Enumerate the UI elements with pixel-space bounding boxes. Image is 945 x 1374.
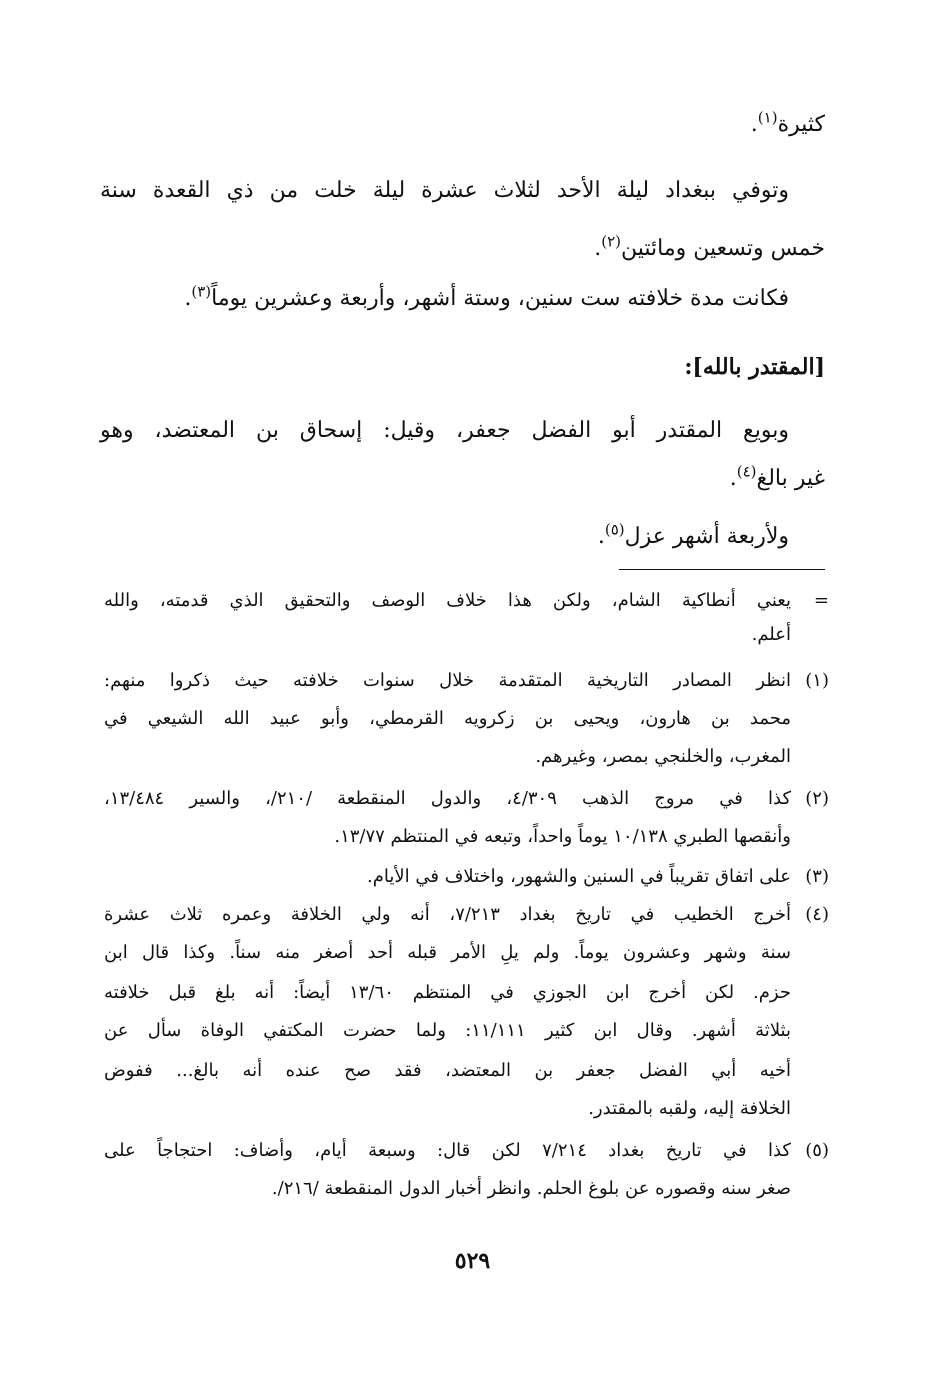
footnote-4-line-3: حزم. لكن أخرج ابن الجوزي في المنتظم ١٣/٦٠ أيضاً: أنه بلغ قبل خلافته (104, 982, 791, 1003)
main-line-6: وبويع المقتدر أبو الفضل جعفر، وقيل: إسحاق بن المعتضد، وهو (100, 418, 789, 443)
footnote-ref-1: (١) (757, 108, 778, 127)
main-line-4 (100, 270, 789, 328)
page-number: ٥٢٩ (454, 1248, 491, 1274)
footnote-4-line-6: الخلافة إليه، ولقبه بالمقتدر. (588, 1098, 791, 1119)
footnote-5-line-1: كذا في تاريخ بغداد ٧/٢١٤ لكن قال: وسبعة أيام، وأضاف: احتجاجاً على (104, 1140, 791, 1161)
main-line-8-end: . (597, 524, 605, 549)
main-line-4-text: فكانت مدة خلافته ست سنين، وستة أشهر، وأربعة وعشرين يوماً (211, 286, 789, 311)
footnote-separator (619, 569, 825, 570)
footnote-1-cont-2 (104, 746, 825, 776)
footnote-ref-4: (٤) (736, 462, 757, 481)
main-line-2: وتوفي ببغداد ليلة الأحد لثلاث عشرة ليلة خلت من ذي القعدة سنة (100, 178, 789, 203)
footnote-continuation-marker: = (813, 590, 829, 611)
footnote-ref-3: (٣) (191, 282, 212, 301)
footnote-1-line-3: المغرب، والخلنجي بمصر، وغيرهم. (535, 746, 791, 767)
footnote-4-line-1: أخرج الخطيب في تاريخ بغداد ٧/٢١٣، أنه ولي الخلافة وعمره ثلاث عشرة (104, 904, 791, 925)
footnote-continuation-2 (104, 624, 825, 654)
main-line-7-end: . (729, 466, 737, 491)
footnote-1-line-1: انظر المصادر التاريخية المتقدمة خلال سنوات خلافته حيث ذكروا منهم: (104, 670, 791, 691)
footnote-5 (104, 1140, 829, 1170)
footnote-3-marker: (٣) (805, 866, 829, 887)
main-line-8-text: ولأربعة أشهر عزل (624, 524, 789, 549)
footnote-4-cont-5 (104, 1098, 825, 1128)
footnote-1 (104, 670, 829, 700)
footnote-4 (104, 904, 829, 934)
footnote-4-line-2: سنة وشهر وعشرون يوماً. ولم يلِ الأمر قبله أحد أصغر منه سناً. وكذا قال ابن (104, 942, 791, 963)
section-heading: [المقتدر بالله]: (684, 354, 825, 380)
footnote-2 (104, 788, 829, 818)
footnote-4-cont-2 (104, 982, 825, 1012)
main-line-7 (100, 450, 825, 508)
main-line-7-text: غير بالغ (756, 466, 825, 491)
footnote-3 (104, 866, 829, 896)
main-line-4-end: . (184, 286, 192, 311)
footnote-4-cont-3 (104, 1020, 825, 1050)
footnote-continuation-line-1: يعني أنطاكية الشام، ولكن هذا خلاف الوصف والتحقيق الذي قدمته، والله (104, 590, 791, 611)
footnote-5-cont (104, 1178, 825, 1208)
footnote-ref-2: (٢) (601, 232, 622, 251)
footnote-2-line-1: كذا في مروج الذهب ٤/٣٠٩، والدول المنقطعة /٢١٠/، والسير ١٣/٤٨٤، (104, 788, 792, 809)
main-line-1 (100, 96, 825, 154)
footnote-continuation (104, 590, 829, 620)
footnote-1-line-2: محمد بن هارون، ويحيى بن زكرويه القرمطي، وأبو عبيد الله الشيعي في (104, 708, 791, 729)
footnote-4-cont (104, 942, 825, 972)
main-line-8 (100, 508, 789, 566)
footnote-1-marker: (١) (805, 670, 829, 691)
footnote-2-cont (104, 826, 825, 856)
footnote-4-marker: (٤) (805, 904, 829, 925)
footnote-4-line-5: أخيه أبي الفضل جعفر بن المعتضد، فقد صح عنده أنه بالغ... ففوض (104, 1060, 791, 1081)
footnote-2-line-2: وأنقصها الطبري ١٠/١٣٨ يوماً واحداً، وتبعه في المنتظم ١٣/٧٧. (334, 826, 791, 847)
footnote-4-cont-4 (104, 1060, 825, 1090)
main-line-1-text: كثيرة (777, 112, 825, 137)
footnote-continuation-line-2: أعلم. (751, 624, 791, 645)
footnote-2-marker: (٢) (805, 788, 829, 809)
footnote-1-cont (104, 708, 825, 738)
main-line-1-end: . (750, 112, 758, 137)
footnote-5-line-2: صغر سنه وقصوره عن بلوغ الحلم. وانظر أخبار الدول المنقطعة /٢١٦/. (271, 1178, 791, 1199)
main-line-3-end: . (594, 236, 602, 261)
footnote-5-marker: (٥) (805, 1140, 829, 1161)
footnote-ref-5: (٥) (604, 520, 625, 539)
main-line-3-text: خمس وتسعين ومائتين (621, 236, 825, 261)
footnote-4-line-4: بثلاثة أشهر. وقال ابن كثير ١١/١١١: ولما حضرت المكتفي الوفاة سأل عن (104, 1020, 791, 1041)
footnote-3-line-1: على اتفاق تقريباً في السنين والشهور، واختلاف في الأيام. (367, 866, 791, 887)
